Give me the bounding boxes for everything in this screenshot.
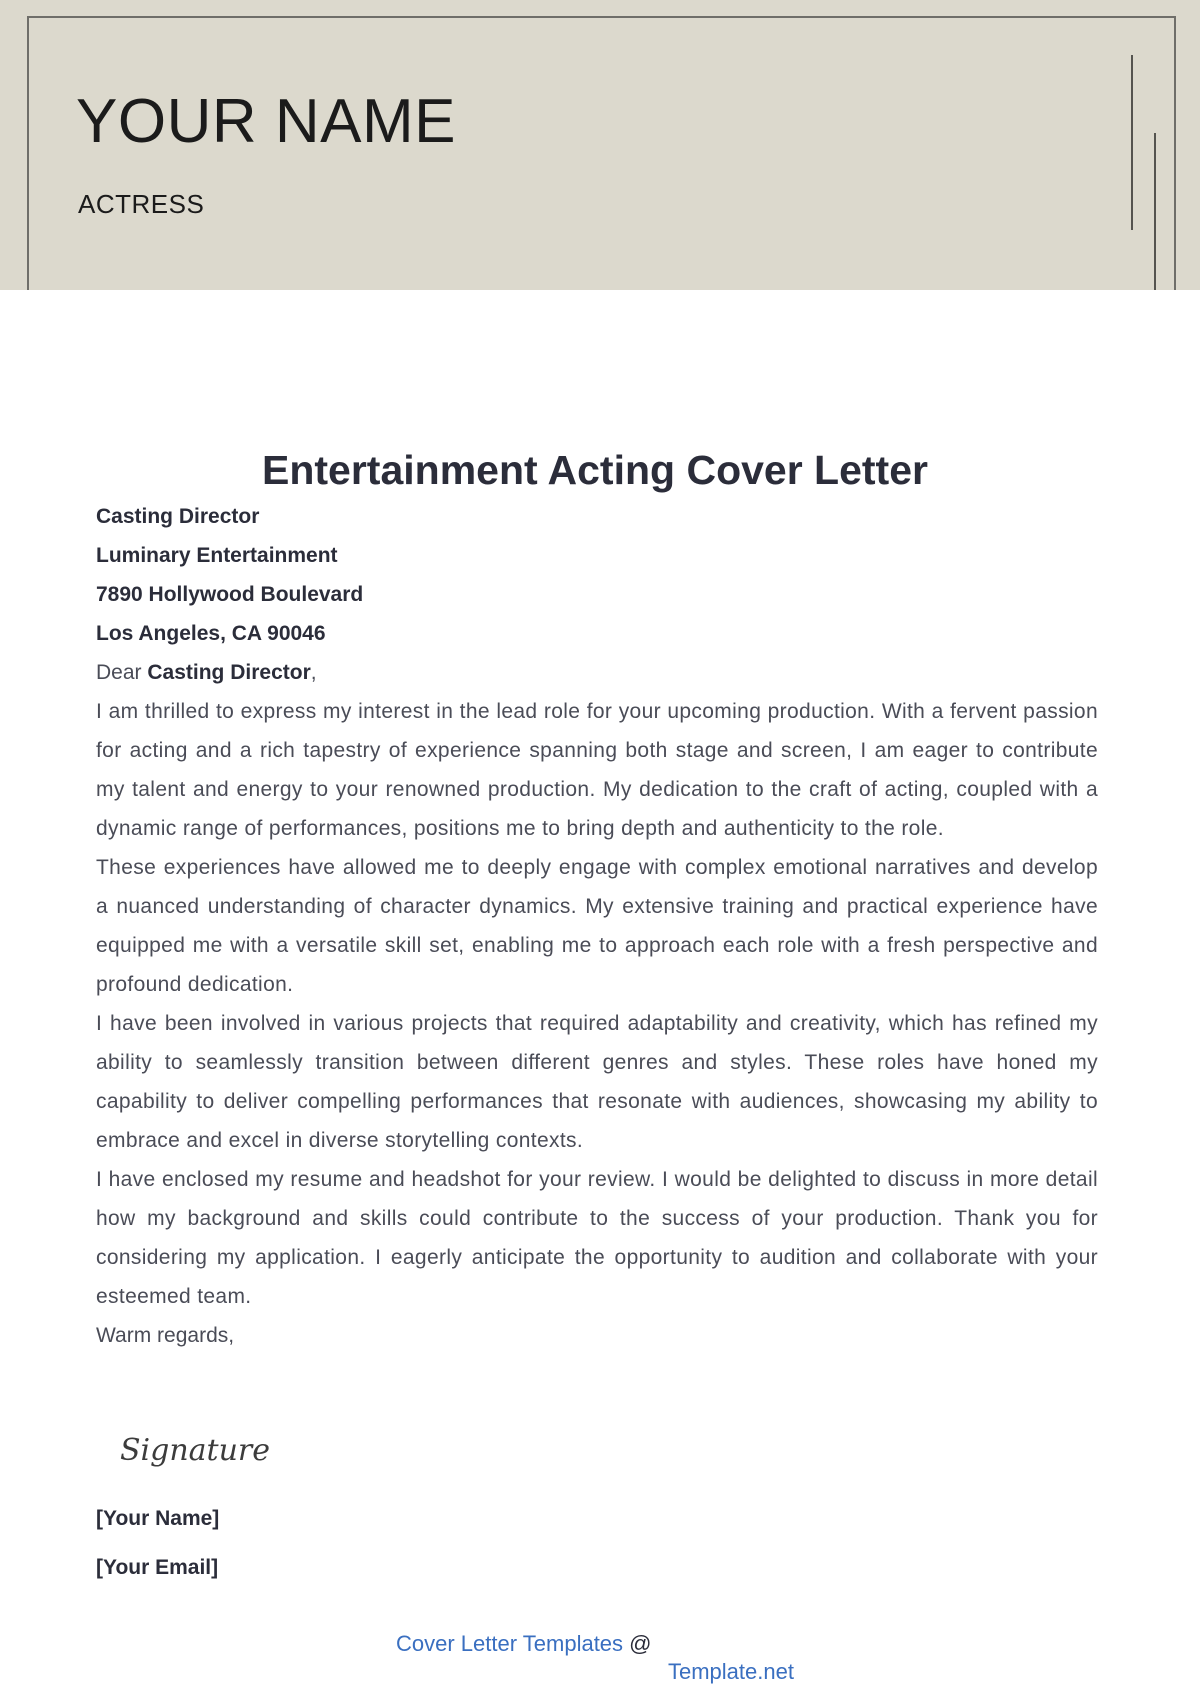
page-background: [0, 290, 1200, 320]
document-title: Entertainment Acting Cover Letter: [262, 447, 928, 493]
body-paragraph: I am thrilled to express my interest in the lead role for your upcoming production. With a fervent passion for acting and a rich tapestry of experience spanning both stage and screen, I am eager to contribute my talent and energy to your renowned production. My dedication to the craft of acting, coupled with a dynamic range of performances, positions me to bring depth and authenticity to the role.: [96, 700, 1098, 840]
footer-credit: [396, 1630, 652, 1658]
footer-at: @: [623, 1631, 652, 1656]
decorative-line: [1131, 55, 1133, 230]
salutation: [96, 653, 1098, 692]
decorative-line: [1154, 133, 1156, 290]
body-paragraph: These experiences have allowed me to deeply engage with complex emotional narratives and develop a nuanced understanding of character dynamics. My extensive training and practical experience have equipped me with a versatile skill set, enabling me to approach each role with a fresh perspective and profound dedication.: [96, 856, 1098, 996]
recipient-street: 7890 Hollywood Boulevard: [96, 583, 364, 606]
footer-link[interactable]: Cover Letter Templates: [396, 1631, 624, 1656]
signature-text: Signature: [120, 1433, 271, 1468]
sender-email: [Your Email]: [96, 1556, 219, 1579]
salutation-greeting: Dear: [96, 661, 142, 684]
letter-body: [96, 497, 1098, 1355]
applicant-name: YOUR NAME: [76, 87, 456, 156]
signature-image: [118, 1420, 298, 1480]
recipient-title: Casting Director: [96, 505, 260, 528]
closing-text: Warm regards,: [96, 1324, 235, 1347]
recipient-company: Luminary Entertainment: [96, 544, 338, 567]
body-paragraph: I have been involved in various projects that required adaptability and creativity, which has refined my ability to seamlessly transition between different genres and styles. These roles have honed my capability to deliver compelling performances that resonate with audiences, showcasing my ability to embrace and excel in diverse storytelling contexts.: [96, 1012, 1098, 1152]
header-frame: [27, 16, 1176, 316]
salutation-name: Casting Director: [147, 661, 311, 684]
sender-name: [Your Name]: [96, 1507, 220, 1530]
applicant-role: ACTRESS: [78, 189, 205, 219]
body-paragraph: I have enclosed my resume and headshot for your review. I would be delighted to discuss in more detail how my background and skills could contribute to the success of your production. Thank you for considering my application. I eagerly anticipate the opportunity to audition and collaborate with your esteemed team.: [96, 1168, 1098, 1308]
salutation-punctuation: ,: [310, 661, 317, 684]
recipient-city: Los Angeles, CA 90046: [96, 622, 326, 645]
footer-domain-link[interactable]: Template.net: [668, 1659, 794, 1684]
